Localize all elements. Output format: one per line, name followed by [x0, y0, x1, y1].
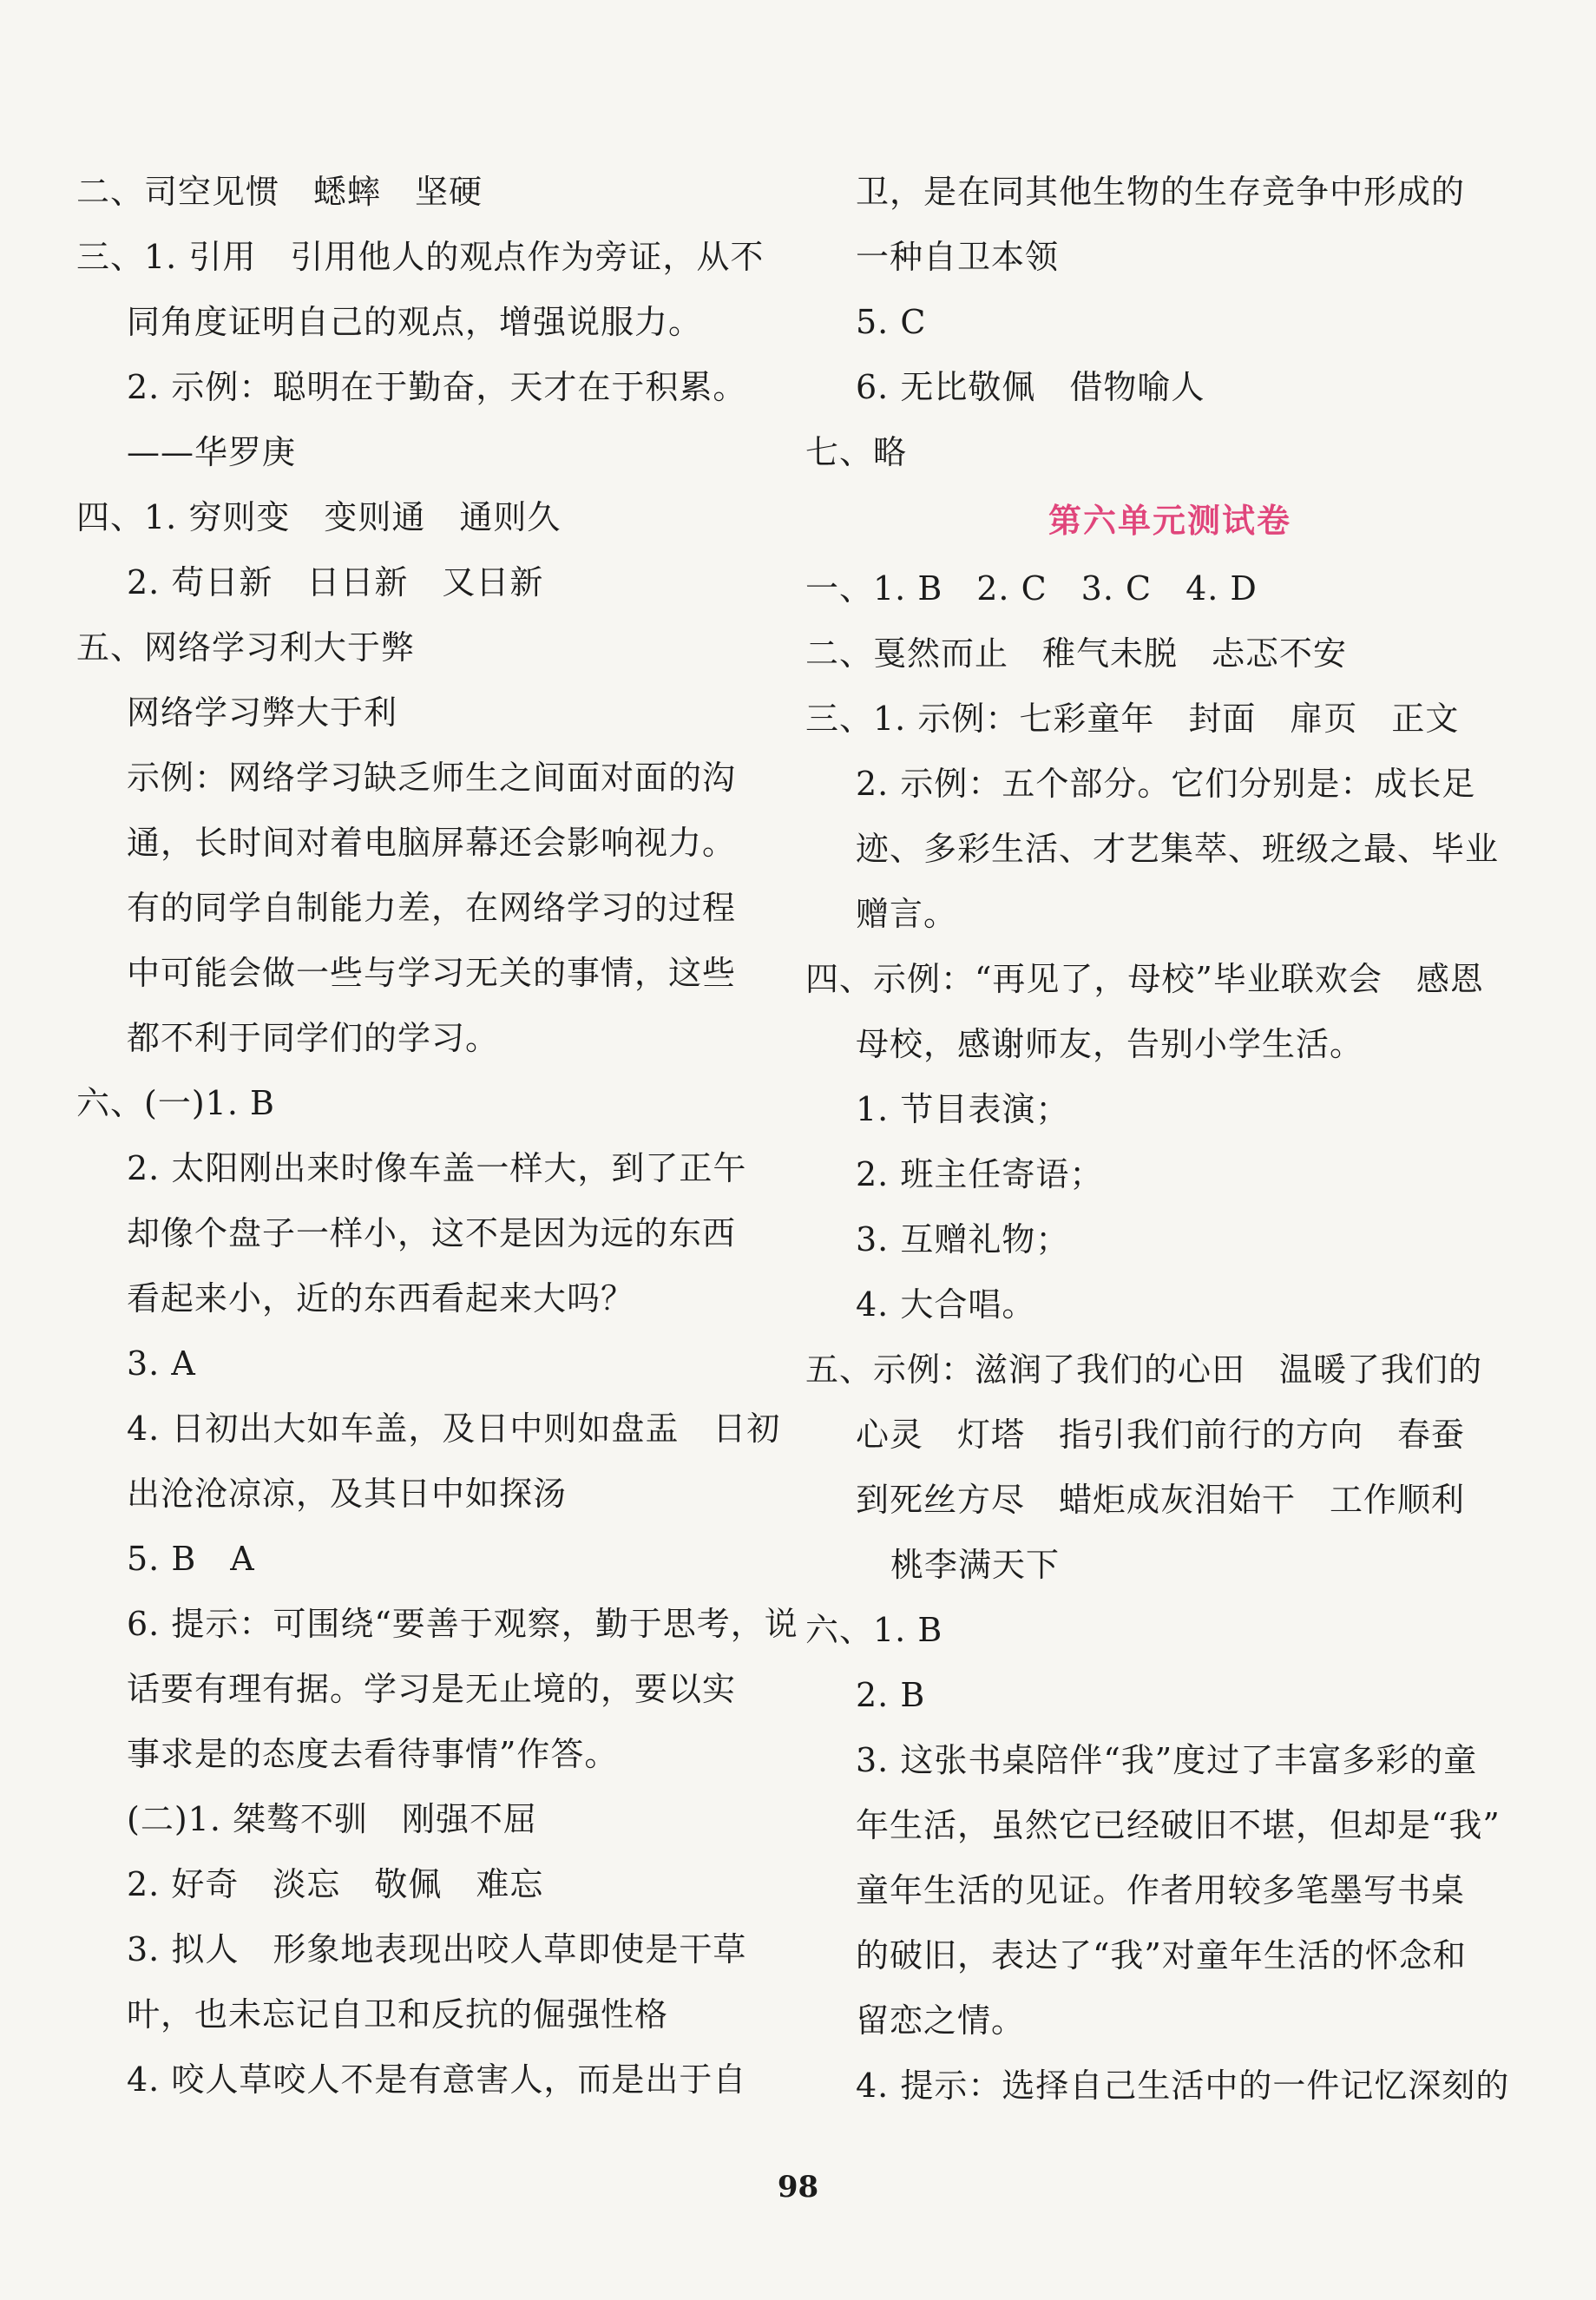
- page-number: 98: [777, 2170, 819, 2205]
- answer-line: 心灵 灯塔 指引我们前行的方向 春蚕: [856, 1416, 1466, 1454]
- answer-line: 六、(一)1. B: [76, 1084, 275, 1122]
- answer-line: 6. 无比敬佩 借物喻人: [856, 368, 1205, 406]
- answer-line: 6. 提示：可围绕“要善于观察，勤于思考，说: [127, 1605, 798, 1643]
- answer-line: 话要有理有据。学习是无止境的，要以实: [127, 1670, 737, 1708]
- answer-line: 赠言。: [856, 895, 958, 933]
- answer-line: 事求是的态度去看待事情”作答。: [127, 1735, 619, 1773]
- answer-line: 1. 节目表演；: [856, 1090, 1070, 1128]
- answer-line: 六、1. B: [805, 1611, 943, 1649]
- answer-line: 有的同学自制能力差，在网络学习的过程: [127, 889, 737, 927]
- left-column: [76, 160, 798, 2113]
- answer-line: 2. 太阳刚出来时像车盖一样大，到了正午: [127, 1149, 747, 1187]
- answer-line: 留恋之情。: [856, 2001, 1026, 2040]
- right-column-bottom: [805, 556, 1510, 2119]
- answer-line: 五、示例：滋润了我们的心田 温暖了我们的: [805, 1350, 1483, 1389]
- answer-line: 示例：网络学习缺乏师生之间面对面的沟: [127, 759, 737, 797]
- answer-line: 出沧沧凉凉，及其日中如探汤: [127, 1475, 568, 1513]
- answer-line: 2. B: [856, 1676, 926, 1714]
- answer-line: 同角度证明自己的观点，增强说服力。: [127, 303, 703, 341]
- answer-line: 一、1. B 2. C 3. C 4. D: [805, 569, 1258, 608]
- answer-line: 四、1. 穷则变 变则通 通则久: [76, 498, 562, 536]
- answer-line: 4. 提示：选择自己生活中的一件记忆深刻的: [856, 2067, 1510, 2105]
- answer-line: 五、网络学习利大于弊: [76, 628, 416, 667]
- answer-line: ——华罗庚: [127, 433, 297, 471]
- answer-line: 5. C: [856, 303, 927, 341]
- answer-line: 七、略: [805, 433, 908, 471]
- answer-line: 三、1. 示例：七彩童年 封面 扉页 正文: [805, 700, 1460, 738]
- answer-line: 2. 苟日新 日日新 又日新: [127, 563, 544, 601]
- answer-line: 看起来小，近的东西看起来大吗？: [127, 1279, 635, 1318]
- answer-line: 网络学习弊大于利: [127, 693, 398, 732]
- answer-line: 三、1. 引用 引用他人的观点作为旁证，从不: [76, 238, 765, 276]
- answer-line: 3. 这张书桌陪伴“我”度过了丰富多彩的童: [856, 1741, 1478, 1779]
- answer-line: 2. 好奇 淡忘 敬佩 难忘: [127, 1865, 544, 1903]
- answer-line: 一种自卫本领: [856, 238, 1060, 276]
- answer-line: 都不利于同学们的学习。: [127, 1019, 500, 1057]
- answer-line: 2. 班主任寄语；: [856, 1155, 1104, 1193]
- right-column-top: [805, 160, 1482, 485]
- answer-line: 二、司空见惯 蟋蟀 坚硬: [76, 173, 483, 211]
- answer-line: 的破旧，表达了“我”对童年生活的怀念和: [856, 1936, 1467, 1975]
- answer-line: 母校，感谢师友，告别小学生活。: [856, 1025, 1364, 1063]
- answer-line: 4. 大合唱。: [856, 1285, 1036, 1324]
- answer-line: 2. 示例：聪明在于勤奋，天才在于积累。: [127, 368, 747, 406]
- answer-line: 2. 示例：五个部分。它们分别是：成长足: [856, 765, 1476, 803]
- answer-line: 3. 拟人 形象地表现出咬人草即使是干草: [127, 1930, 747, 1968]
- answer-line: 却像个盘子一样小，这不是因为远的东西: [127, 1214, 737, 1252]
- answer-line: 中可能会做一些与学习无关的事情，这些: [127, 954, 737, 992]
- answer-line: 二、戛然而止 稚气未脱 忐忑不安: [805, 634, 1348, 673]
- answer-line: 迹、多彩生活、才艺集萃、班级之最、毕业: [856, 830, 1500, 868]
- answer-line: (二)1. 桀骜不驯 刚强不屈: [127, 1800, 537, 1838]
- answer-line: 5. B A: [127, 1540, 255, 1578]
- answer-line: 叶，也未忘记自卫和反抗的倔强性格: [127, 1995, 669, 2034]
- answer-line: 年生活，虽然它已经破旧不堪，但却是“我”: [856, 1806, 1501, 1844]
- section-heading: 第六单元测试卷: [1048, 502, 1291, 540]
- answer-line: 3. A: [127, 1344, 196, 1383]
- answer-line: 通，长时间对着电脑屏幕还会影响视力。: [127, 824, 737, 862]
- answer-line: 童年生活的见证。作者用较多笔墨写书桌: [856, 1871, 1466, 1909]
- answer-line: 四、示例：“再见了，母校”毕业联欢会 感恩: [805, 960, 1484, 998]
- answer-line: 卫，是在同其他生物的生存竞争中形成的: [856, 173, 1466, 211]
- answer-line: 桃李满天下: [890, 1546, 1061, 1584]
- right-column: [805, 160, 1510, 2119]
- answer-line: 3. 互赠礼物；: [856, 1220, 1070, 1258]
- answer-line: 4. 咬人草咬人不是有意害人，而是出于自: [127, 2060, 747, 2099]
- answer-line: 到死丝方尽 蜡炬成灰泪始干 工作顺利: [856, 1481, 1466, 1519]
- answer-line: 4. 日初出大如车盖，及日中则如盘盂 日初: [127, 1410, 781, 1448]
